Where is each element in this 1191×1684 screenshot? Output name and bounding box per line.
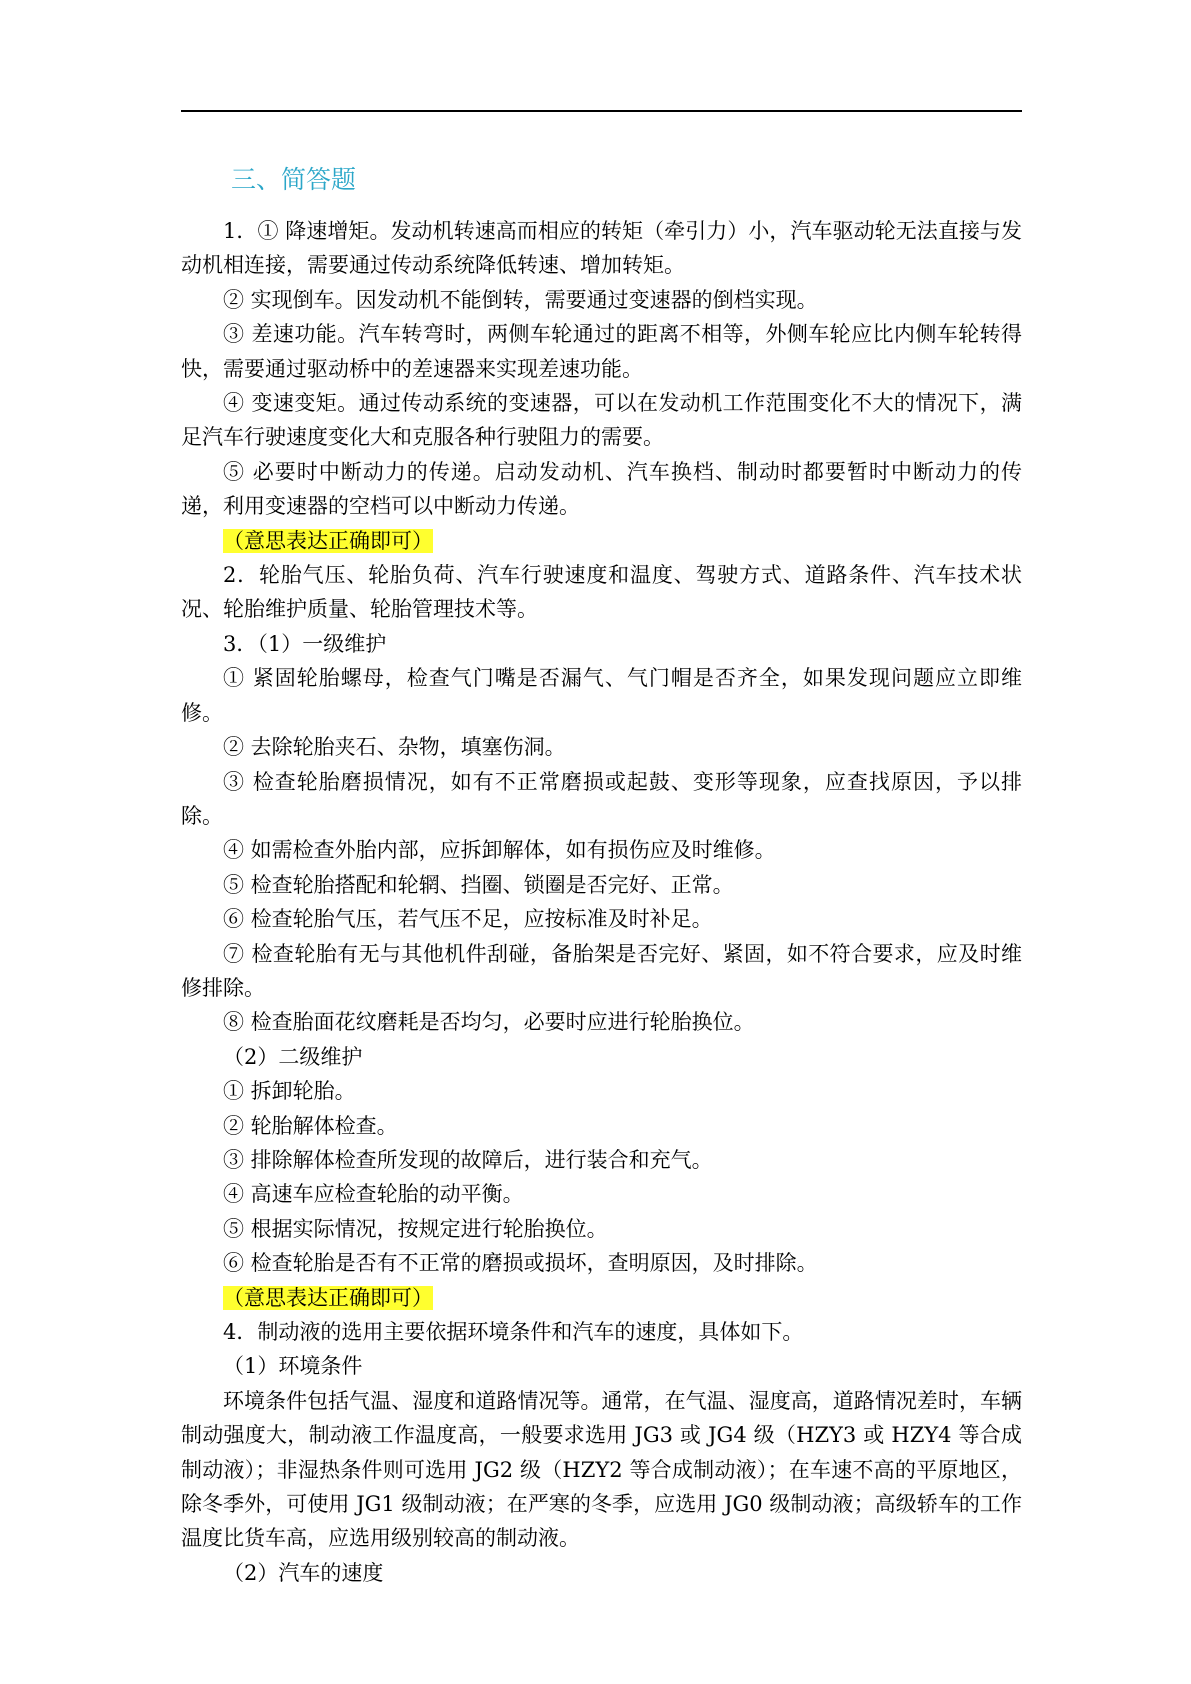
answer-4-1-body: 环境条件包括气温、湿度和道路情况等。通常，在气温、湿度高，道路情况差时，车辆制动强度大，制动液工作温度高，一般要求选用 JG3 或 JG4 级（HZY3 或 HZY4 等合成制动液）；非湿热条件则可选用 JG2 级（HZY2 等合成制动液）；在车速不高的平原地区，除冬季外，可使用 JG1 级制动液；在严寒的冬季，应选用 JG0 级制动液；高级轿车的工作温度比货车高，应选用级别较高的制动液。 [181, 1388, 1022, 1551]
highlight-note: （意思表达正确即可） [223, 1285, 433, 1310]
answer-3-1-item-7: ⑦ 检查轮胎有无与其他机件刮碰，备胎架是否完好、紧固，如不符合要求，应及时维修排除。 [181, 941, 1023, 1000]
answer-4-heading: 4．制动液的选用主要依据环境条件和汽车的速度，具体如下。 [223, 1320, 804, 1344]
answer-1-point-3: ③ 差速功能。汽车转弯时，两侧车轮通过的距离不相等，外侧车轮应比内侧车轮转得快，需要通过驱动桥中的差速器来实现差速功能。 [181, 322, 1023, 381]
answer-1-point-1: 1．① 降速增矩。发动机转速高而相应的转矩（牵引力）小，汽车驱动轮无法直接与发动机相连接，需要通过传动系统降低转速、增加转矩。 [181, 219, 1022, 278]
answer-3-1-item-4: ④ 如需检查外胎内部，应拆卸解体，如有损伤应及时维修。 [223, 838, 776, 863]
answer-3-1-item-2: ② 去除轮胎夹石、杂物，填塞伤洞。 [223, 735, 566, 760]
section-title: 三、简答题 [231, 165, 357, 194]
answer-3-1-item-5: ⑤ 检查轮胎搭配和轮辋、挡圈、锁圈是否完好、正常。 [223, 872, 734, 897]
highlight-note: （意思表达正确即可） [223, 528, 433, 553]
answer-3-2-item-1: ① 拆卸轮胎。 [223, 1079, 356, 1104]
page-content [181, 152, 1022, 1590]
answer-4-2-heading: （2）汽车的速度 [223, 1560, 384, 1585]
answer-1-point-2: ② 实现倒车。因发动机不能倒转，需要通过变速器的倒档实现。 [223, 287, 818, 312]
answer-3-2-item-5: ⑤ 根据实际情况，按规定进行轮胎换位。 [223, 1216, 608, 1241]
answer-3-2-item-4: ④ 高速车应检查轮胎的动平衡。 [223, 1182, 524, 1207]
answer-1-point-5: ⑤ 必要时中断动力的传递。启动发动机、汽车换档、制动时都要暂时中断动力的传递，利用变速器的空档可以中断动力传递。 [181, 459, 1022, 519]
answer-4-1-heading: （1）环境条件 [223, 1354, 363, 1379]
answer-3-1-item-3: ③ 检查轮胎磨损情况，如有不正常磨损或起鼓、变形等现象，应查找原因，予以排除。 [181, 769, 1022, 828]
answer-1-note [181, 524, 1022, 558]
answer-3-2-item-2: ② 轮胎解体检查。 [223, 1113, 398, 1138]
header-rule [181, 110, 1022, 112]
answer-3-2-item-3: ③ 排除解体检查所发现的故障后，进行装合和充气。 [223, 1147, 713, 1172]
answer-3-note [181, 1281, 1022, 1315]
answer-3-heading: 3．（1）一级维护 [223, 631, 387, 656]
answer-2: 2．轮胎气压、轮胎负荷、汽车行驶速度和温度、驾驶方式、道路条件、汽车技术状况、轮胎维护质量、轮胎管理技术等。 [181, 563, 1022, 622]
answer-3-2-heading: （2）二级维护 [223, 1044, 363, 1069]
answer-3-1-item-6: ⑥ 检查轮胎气压，若气压不足，应按标准及时补足。 [223, 907, 713, 932]
answer-3-1-item-1: ① 紧固轮胎螺母，检查气门嘴是否漏气、气门帽是否齐全，如果发现问题应立即维修。 [181, 666, 1022, 725]
answer-3-2-item-6: ⑥ 检查轮胎是否有不正常的磨损或损坏，查明原因，及时排除。 [223, 1251, 818, 1276]
answer-3-1-item-8: ⑧ 检查胎面花纹磨耗是否均匀，必要时应进行轮胎换位。 [223, 1010, 755, 1035]
answer-1-point-4: ④ 变速变矩。通过传动系统的变速器，可以在发动机工作范围变化不大的情况下，满足汽车行驶速度变化大和克服各种行驶阻力的需要。 [181, 391, 1023, 450]
